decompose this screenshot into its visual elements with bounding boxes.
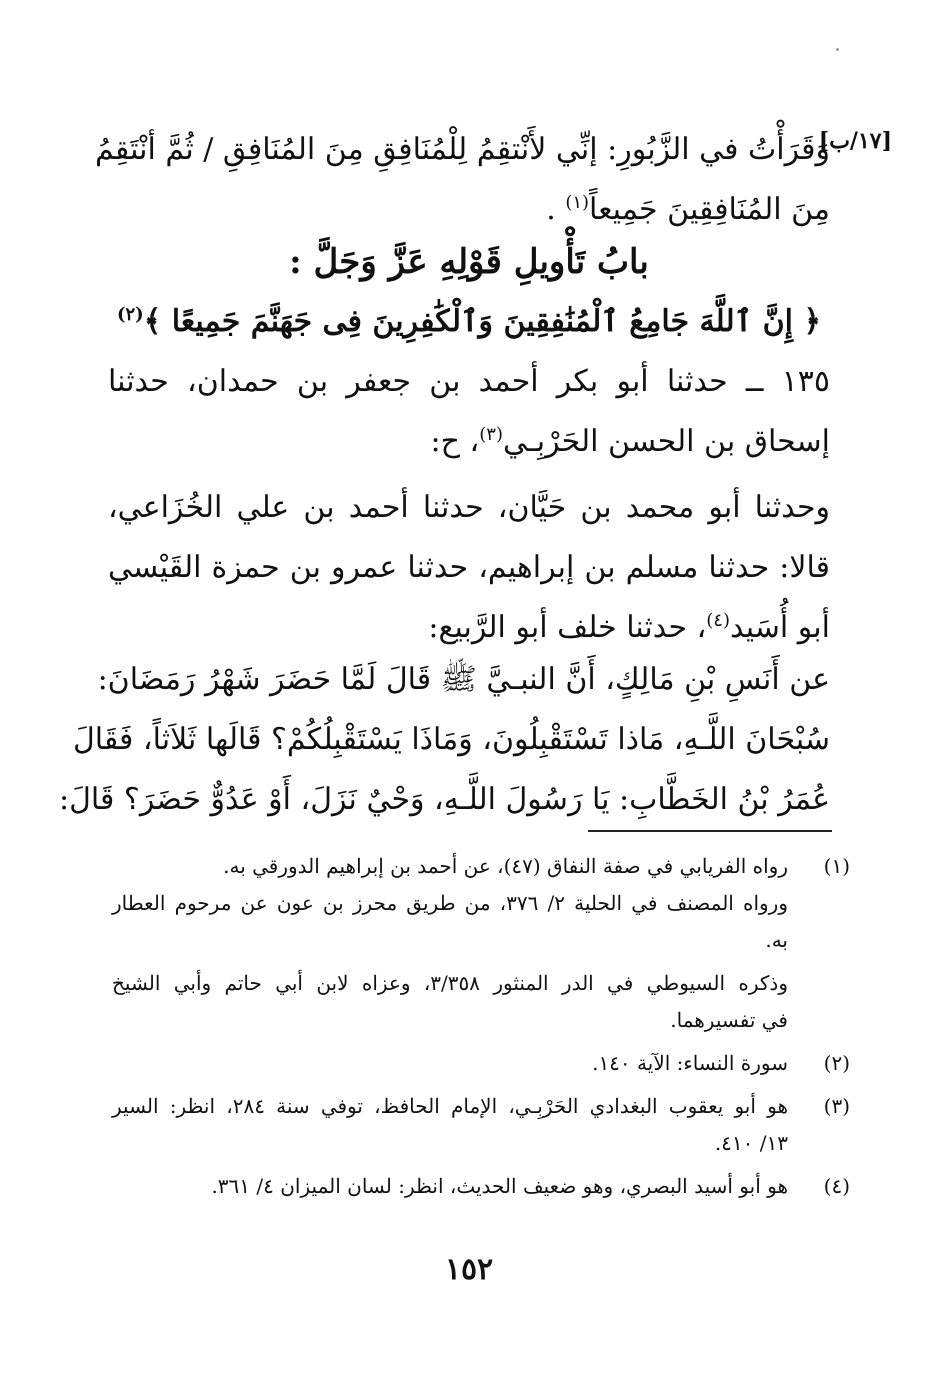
footnote-3: [112, 1088, 850, 1125]
footnote-1-cont: [112, 885, 850, 922]
hadith-line-4: قالا: حدثنا مسلم بن إبراهيم، حدثنا عمرو بن حمزة القَيْسي: [108, 550, 830, 585]
hadith-line-7: سُبْحَانَ اللَّـهِ، مَاذا تَسْتَقْبِلُونَ، وَمَاذَا يَسْتَقْبِلُكُمْ؟ قَالَها ثَلاَثاً، فَقَالَ: [72, 722, 830, 757]
hadith-isnad-2: [108, 478, 830, 658]
hadith-line-5-end: ، حدثنا خلف أبو الرَّبيع:: [428, 610, 707, 645]
footnote-1-line-1: رواه الفريابي في صفة النفاق (٤٧)، عن أحمد بن إبراهيم الدورقي به.: [223, 854, 788, 878]
footnote-1-cont: [112, 922, 850, 959]
quran-verse: ﴿ إِنَّ ٱللَّهَ جَامِعُ ٱلْمُنَٰفِقِينَ وَٱلْكَٰفِرِينَ فِى جَهَنَّمَ جَمِيعًا ﴾: [143, 304, 822, 339]
footnote-1-line-4: وذكره السيوطي في الدر المنثور ٣/٣٥٨، وعزاه لابن أبي حاتم وأبي الشيخ: [112, 971, 788, 995]
hadith-line-2: [108, 412, 830, 472]
quran-verse-heading: [108, 292, 830, 352]
opening-paragraph: [94, 120, 830, 240]
footnote-ref-1[interactable]: (١): [565, 192, 590, 213]
footnote-3-cont: [112, 1125, 850, 1162]
footnote-1: [112, 848, 850, 885]
hadith-line-5: [108, 598, 830, 658]
footnote-ref-2[interactable]: (٢): [116, 304, 144, 325]
footnotes: [112, 848, 850, 1205]
hadith-line-2-end: ، ح:: [430, 424, 480, 459]
footnote-4-number: (٤): [823, 1174, 850, 1198]
footnote-1-number: (١): [823, 854, 850, 878]
scan-speck: [836, 48, 839, 51]
footnote-1-line-2: ورواه المصنف في الحلية ٢/ ٣٧٦، من طريق محرز بن عون عن مرحوم العطار: [112, 891, 788, 915]
footnote-4-line-1: هو أبو أسيد البصري، وهو ضعيف الحديث، انظر: لسان الميزان ٤/ ٣٦١.: [211, 1174, 788, 1198]
hadith-line-2-text: إسحاق بن الحسن الحَرْبِـي: [502, 424, 830, 459]
footnote-1-cont: [112, 1002, 850, 1039]
footnote-1-cont: [112, 965, 850, 1002]
opening-line-2-end: .: [546, 192, 556, 227]
manuscript-folio-reference: [١٧/ب]: [818, 128, 892, 154]
hadith-matn: [59, 650, 830, 830]
footnote-4: [112, 1168, 850, 1205]
footnote-2: [112, 1045, 850, 1082]
footnote-ref-3[interactable]: (٣): [479, 424, 503, 445]
footnote-2-line-1: سورة النساء: الآية ١٤٠.: [592, 1051, 788, 1075]
hadith-isnad-1: [108, 352, 830, 472]
page-number: ١٥٢: [444, 1252, 494, 1287]
footnote-2-number: (٢): [823, 1051, 850, 1075]
opening-line-1: وَقَرَأْتُ في الزَّبُورِ: إنِّي لأَنْتقِمُ لِلْمُنَافِقِ مِنَ المُنَافِقِ / ثُمَّ أنْتَقِمُ: [94, 132, 830, 167]
footnote-3-line-1: هو أبو يعقوب البغدادي الحَرْبِـي، الإمام الحافظ، توفي سنة ٢٨٤، انظر: السير: [112, 1094, 788, 1118]
hadith-line-6: عن أَنَسِ بْنِ مَالِكٍ، أَنَّ النبـيَّ ﷺ قَالَ لَمَّا حَضَرَ شَهْرُ رَمَضَانَ:: [97, 662, 830, 697]
footnote-separator: [588, 830, 832, 832]
hadith-line-3: وحدثنا أبو محمد بن حَيَّان، حدثنا أحمد بن علي الخُزَاعي،: [108, 490, 830, 525]
hadith-line-8: عُمَرُ بْنُ الخَطَّابِ: يَا رَسُولَ اللَّـهِ، وَحْيٌ نَزَلَ، أَوْ عَدُوٌّ حَضَرَ؟ قَالَ:: [59, 782, 830, 817]
footnote-1-line-5: في تفسيرهما.: [670, 1008, 788, 1032]
footnote-3-number: (٣): [823, 1094, 850, 1118]
chapter-title: بابُ تَأْويلِ قَوْلِهِ عَزَّ وَجَلَّ :: [289, 242, 649, 282]
hadith-line-5-text: أبو أُسَيد: [730, 610, 830, 645]
hadith-line-1: ١٣٥ ــ حدثنا أبو بكر أحمد بن جعفر بن حمدان، حدثنا: [108, 364, 830, 399]
footnote-ref-4[interactable]: (٤): [706, 610, 730, 631]
footnote-3-line-2: ١٣/ ٤١٠.: [714, 1131, 788, 1155]
footnote-1-line-3: به.: [765, 928, 788, 952]
opening-line-2: [108, 180, 830, 240]
opening-line-2-text: مِنَ المُنَافِقِينَ جَمِيعاً: [589, 192, 830, 227]
